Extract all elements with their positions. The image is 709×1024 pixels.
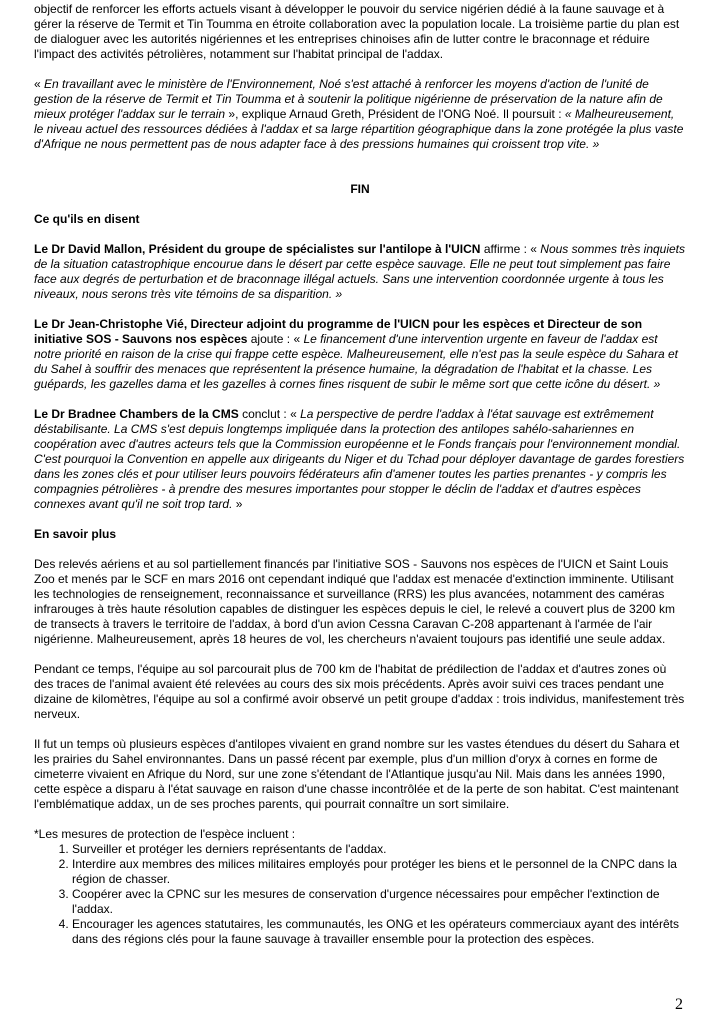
paragraph-releves: Des relevés aériens et au sol partiellement financés par l'initiative SOS - Sauvons nos espèces de l'UICN et Saint Louis Zoo et menés par le SCF en mars 2016 ont cependant indiqué que l'addax est menacée d'extinction imminente. Utilisant les technologies de renseignement, reconnaissance et surveillance (RRS) les plus avancées, notamment des caméras infrarouges à très haute résolution capables de distinguer les espèces depuis le ciel, le relevé a couvert plus de 3200 km de transects à travers le territoire de l'addax, à bord d'un avion Cessna Caravan C-208 appartenant à l'armée de l'air nigérienne. Malheureusement, après 18 heures de vol, les chercheurs n'avaient toujours pas identifié une seule addax. xyxy=(34,557,676,646)
speaker-vie: Le Dr Jean-Christophe Vié, Directeur adjoint du programme de l'UICN pour les espèces et Directeur de son initiative SOS - Sauvons nos espèces xyxy=(34,317,643,346)
measures-intro: *Les mesures de protection de l'espèce incluent : xyxy=(34,827,296,841)
speaker-mallon: Le Dr David Mallon, Président du groupe de spécialistes sur l'antilope à l'UICN xyxy=(34,242,481,256)
list-item: 1. Surveiller et protéger les derniers représentants de l'addax. xyxy=(72,842,686,857)
paragraph-chambers: Le Dr Bradnee Chambers de la CMS conclut : « La perspective de perdre l'addax à l'état sauvage est extrêmement déstabilisante. La CMS s'est depuis longtemps impliquée dans la protection des antilopes sahélo-sahariennes en coopération avec d'autres acteurs tels que la Commission européenne et le Fonds français pour l'environnement mondial. C'est pourquoi la Convention en appelle aux dirigeants du Niger et du Tchad pour déployer davantage de gardes forestiers dans les zones clés et pour utiliser leurs pouvoirs fédérateurs afin d'amener toutes les parties prenantes - y compris les compagnies pétrolières - à prendre des mesures importantes pour stopper le déclin de l'addax et d'autres espèces connexes avant qu'il ne soit trop tard. » xyxy=(34,407,685,511)
paragraph-intro: objectif de renforcer les efforts actuels visant à développer le pouvoir du service nigérien dédié à la faune sauvage et à gérer la réserve de Termit et Tin Toumma en étroite collaboration avec la population locale. La troisième partie du plan est de dialoguer avec les autorités nigériennes et les entreprises chinoises afin de lutter contre le braconnage et réduire l'impact des activités pétrolières, notamment sur l'habitat principal de l'addax. xyxy=(34,2,680,61)
quote-vie: Le financement d'une intervention urgente en faveur de l'addax est notre priorité en raison de la crise qui frappe cette espèce. Malheureusement, elle n'est pas la seule espèce du Sahara et du Sahel à souffrir des menaces que représentent la présence humaine, la dégradation de l'habitat et la chasse. Les guépards, les gazelles dama et les gazelles à cornes fines risquent de subir le même sort que cette icône du désert. » xyxy=(34,332,679,391)
list-item: 3. Coopérer avec la CPNC sur les mesures de conservation d'urgence nécessaires pour empêcher l'extinction de l'addax. xyxy=(72,887,686,917)
paragraph-mallon: Le Dr David Mallon, Président du groupe de spécialistes sur l'antilope à l'UICN affirme : « Nous sommes très inquiets de la situation catastrophique encourue dans le désert par cette espèce sauvage. Elle ne peut tout simplement pas faire face aux degrés de perturbation et de braconnage illégal actuels. Sans une intervention coordonnée urgente à tous les niveaux, nous serons très vite témoins de sa disparition. » xyxy=(34,242,686,301)
measures-list xyxy=(34,842,686,947)
paragraph-equipe: Pendant ce temps, l'équipe au sol parcourait plus de 700 km de l'habitat de prédilection de l'addax et d'autres zones où des traces de l'animal avaient été relevées au cours des six mois précédents. Après avoir suivi ces traces pendant une dizaine de kilomètres, l'équipe au sol a confirmé avoir observé un petit groupe d'addax : trois individus, manifestement très nerveux. xyxy=(34,662,685,721)
paragraph-greth-quote: « En travaillant avec le ministère de l'Environnement, Noé s'est attaché à renforcer les moyens d'action de l'unité de gestion de la réserve de Termit et Tin Toumma et à soutenir la politique nigérienne de préservation de la nature afin de mieux protéger l'addax sur le terrain », explique Arnaud Greth, Président de l'ONG Noé. Il poursuit : « Malheureusement, le niveau actuel des ressources dédiées à l'addax et sa large répartition géographique dans la zone protégée la plus vaste d'Afrique ne nous permettent pas de nous adapter face à des pressions humaines qui croissent trop vite. » xyxy=(34,77,684,151)
paragraph-temps: Il fut un temps où plusieurs espèces d'antilopes vivaient en grand nombre sur les vastes étendues du désert du Sahara et les prairies du Sahel environnantes. Dans un passé récent par exemple, plus d'un million d'oryx à cornes en forme de cimeterre vivaient en Afrique du Nord, sur une zone s'étendant de l'Atlantique jusqu'au Nil. Mais dans les années 1990, cette espèce a disparu à l'état sauvage en raison d'une chasse incontrôlée et de la perte de son habitat. C'est maintenant l'emblématique addax, un de ses proches parents, qui pourrait connaître un sort similaire. xyxy=(34,737,680,811)
greth-quote-2: « Malheureusement, le niveau actuel des ressources dédiées à l'addax et sa large répartition géographique dans la zone protégée la plus vaste d'Afrique ne nous permettent pas de nous adapter face à des pressions humaines qui croissent trop vite. » xyxy=(34,107,684,151)
heading-en-savoir-plus: En savoir plus xyxy=(34,527,117,541)
paragraph-vie: Le Dr Jean-Christophe Vié, Directeur adjoint du programme de l'UICN pour les espèces et Directeur de son initiative SOS - Sauvons nos espèces ajoute : « Le financement d'une intervention urgente en faveur de l'addax est notre priorité en raison de la crise qui frappe cette espèce. Malheureusement, elle n'est pas la seule espèce du Sahara et du Sahel à souffrir des menaces que représentent la présence humaine, la dégradation de l'habitat et la chasse. Les guépards, les gazelles dama et les gazelles à cornes fines risquent de subir le même sort que cette icône du désert. » xyxy=(34,317,679,391)
speaker-chambers: Le Dr Bradnee Chambers de la CMS xyxy=(34,407,239,421)
list-item: 4. Encourager les agences statutaires, les communautés, les ONG et les opérateurs commerciaux ayant des intérêts dans des régions clés pour la faune sauvage à travailler ensemble pour la protection des espèces. xyxy=(72,917,686,947)
quote-mallon: Nous sommes très inquiets de la situation catastrophique encourue dans le désert par cette espèce sauvage. Elle ne peut tout simplement pas faire face aux degrés de perturbation et de braconnage illégal actuels. Sans une intervention coordonnée urgente à tous les niveaux, nous serons très vite témoins de sa disparition. » xyxy=(34,242,686,301)
quote-chambers: La perspective de perdre l'addax à l'état sauvage est extrêmement déstabilisante. La CMS s'est depuis longtemps impliquée dans la protection des antilopes sahélo-sahariennes en coopération avec d'autres acteurs tels que la Commission européenne et le Fonds français pour l'environnement mondial. C'est pourquoi la Convention en appelle aux dirigeants du Niger et du Tchad pour déployer davantage de gardes forestiers dans les zones clés et pour utiliser leurs pouvoirs fédérateurs afin d'amener toutes les parties prenantes - y compris les compagnies pétrolières - à prendre des mesures importantes pour stopper le déclin de l'addax et d'autres espèces connexes avant qu'il ne soit trop tard. xyxy=(34,407,685,511)
heading-ce-quils-en-disent: Ce qu'ils en disent xyxy=(34,212,140,226)
greth-quote-1: En travaillant avec le ministère de l'Environnement, Noé s'est attaché à renforcer les moyens d'action de l'unité de gestion de la réserve de Termit et Tin Toumma et à soutenir la politique nigérienne de préservation de la nature afin de mieux protéger l'addax sur le terrain xyxy=(34,77,663,121)
page-number: 2 xyxy=(675,996,683,1013)
document-page xyxy=(34,2,686,947)
list-item: 2. Interdire aux membres des milices militaires employés pour protéger les biens et le personnel de la CNPC dans la région de chasser. xyxy=(72,857,686,887)
fin-marker: FIN xyxy=(350,182,370,196)
